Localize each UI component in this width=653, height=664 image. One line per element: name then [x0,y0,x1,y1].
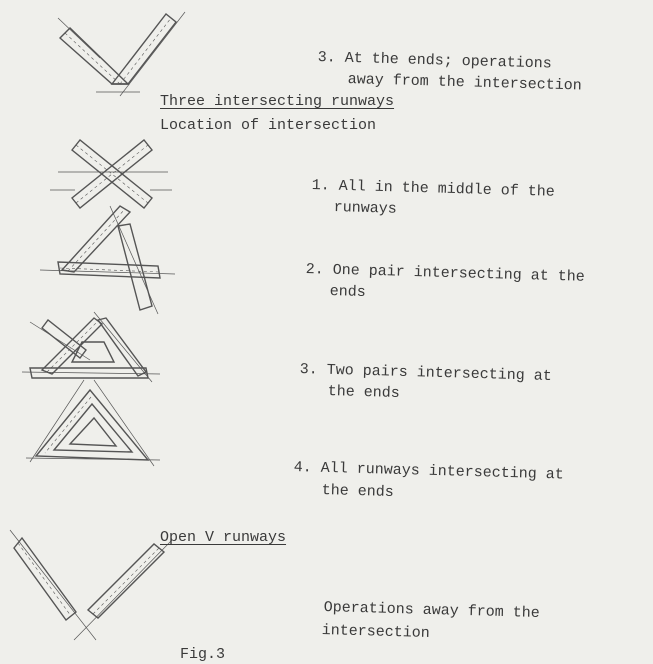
v-runway-icon [58,12,185,96]
one-pair-runway-icon [40,206,175,314]
top-item-3-line2: away from the intersection [347,70,582,95]
item-4-line1: 4. All runways intersecting at [293,458,564,484]
item-1-line2: runways [333,198,397,218]
three-runways-heading: Three intersecting runways [160,93,395,110]
two-pair-runway-icon [22,312,160,382]
open-v-runway-icon [10,530,172,640]
item-3-line1: 3. Two pairs intersecting at [299,360,552,386]
item-2-line1: 2. One pair intersecting at the [305,260,585,286]
item-1-line1: 1. All in the middle of the [311,176,555,201]
item-4-line2: the ends [321,481,394,502]
figure-caption: Fig.3 [180,646,226,663]
top-item-3-line1: 3. At the ends; operations [317,48,552,73]
open-v-line1: Operations away from the [323,598,540,623]
location-subheading: Location of intersection [160,117,377,134]
item-3-line2: the ends [327,382,400,403]
open-v-heading: Open V runways [160,529,287,546]
open-v-line2: intersection [321,621,430,643]
item-2-line2: ends [329,282,366,301]
triangle-runway-icon [26,380,160,466]
x-runway-icon [50,140,172,208]
